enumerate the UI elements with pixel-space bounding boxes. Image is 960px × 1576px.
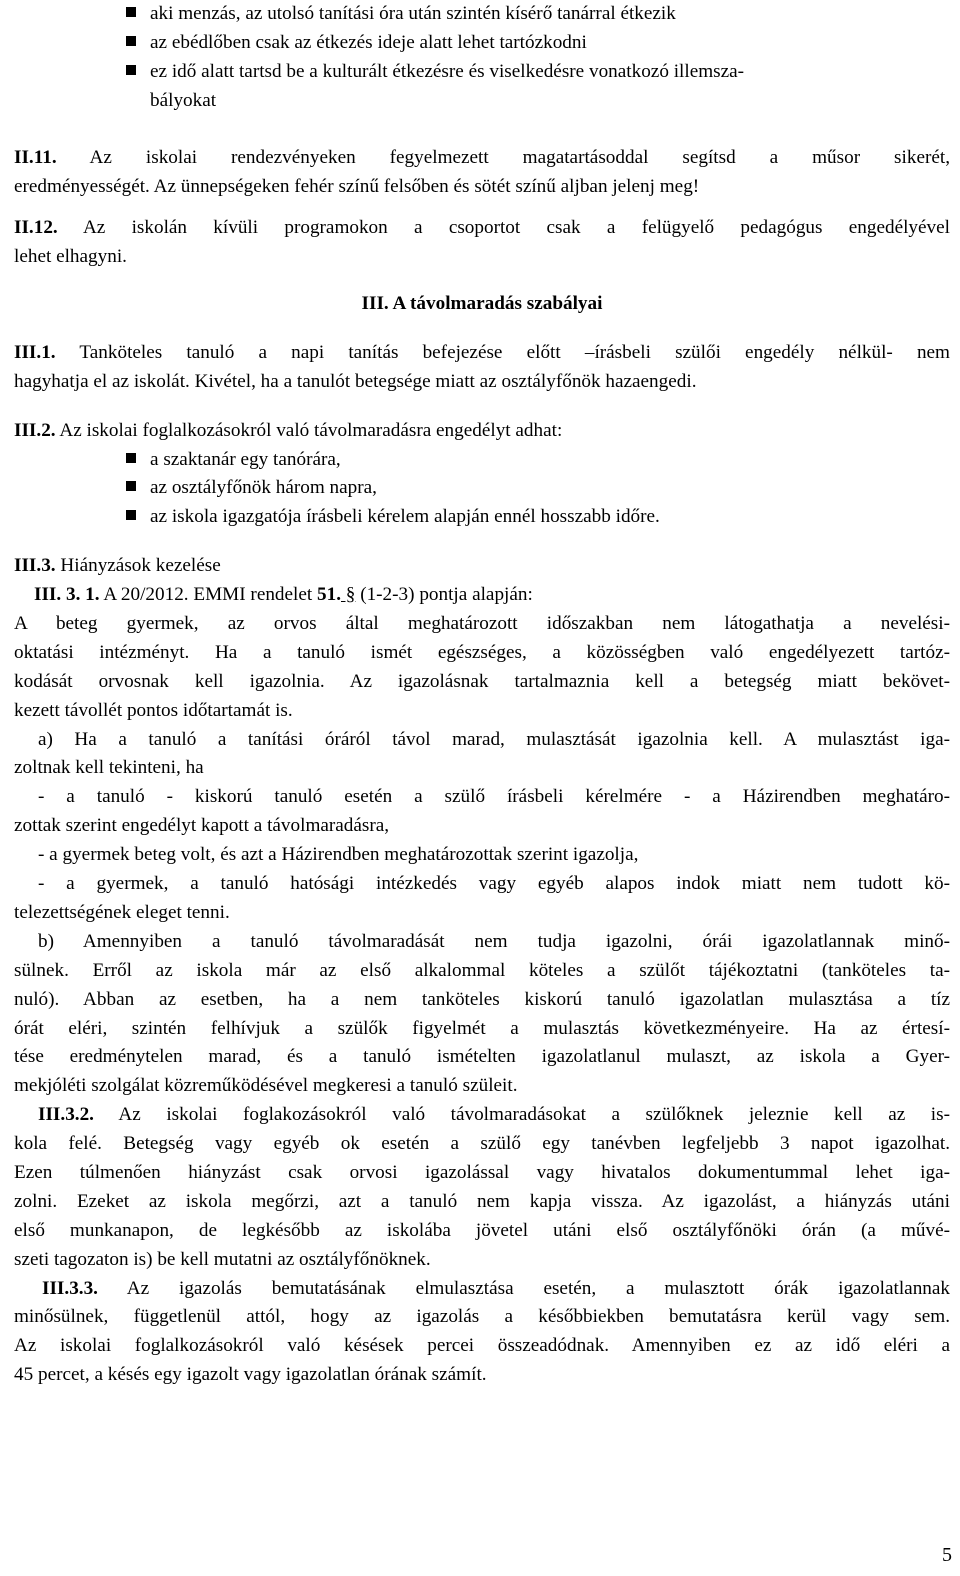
paragraph-line: kodását orvosnak kell igazolnia. Az igazolásnak tartalmaznia kell a betegség miatt bekövet-	[14, 670, 950, 692]
paragraph-line: szeti tagozaton is) be kell mutatni az osztályfőnöknek.	[14, 1248, 431, 1270]
list-item	[14, 58, 950, 87]
list-item-text: aki menzás, az utolsó tanítási óra után szintén kísérő tanárral étkezik	[150, 3, 676, 24]
section-iii-2	[14, 417, 950, 533]
list-item	[14, 29, 950, 58]
paragraph-line: zottak szerint engedélyt kapott a távolmaradásra,	[14, 815, 390, 837]
section-iii-3	[14, 552, 950, 1101]
square-bullet-icon	[126, 453, 136, 463]
list-item	[14, 0, 950, 29]
paragraph-line: Ezen túlmenően hiányzást csak orvosi igazolással vagy hivatalos dokumentummal lehet iga-	[14, 1161, 950, 1183]
section-iii-1	[14, 339, 950, 397]
legal-reference: III. 3. 1. A 20/2012. EMMI rendelet 51. § (1-2-3) pontja alapján:	[34, 584, 533, 606]
list-item-text: ez idő alatt tartsd be a kulturált étkezésre és viselkedésre vonatkozó illemsza-	[150, 60, 745, 82]
paragraph-line: b) Amennyiben a tanuló távolmaradását nem tudja igazolni, órái igazolatlannak minő-	[38, 930, 950, 952]
square-bullet-icon	[126, 7, 136, 17]
section-iii-3-3	[14, 1275, 950, 1391]
section-ii-12	[14, 214, 950, 272]
list-item	[14, 474, 950, 503]
section-number: II.12.	[14, 217, 58, 239]
paragraph-line: sülnek. Erről az iskola már az első alkalommal köteles a szülőt tájékoztatni (tanköteles ta-	[14, 959, 950, 981]
square-bullet-icon	[126, 481, 136, 491]
paragraph-line: kola felé. Betegség vagy egyéb ok esetén a szülő egy tanévben legfeljebb 3 napot igazolhat.	[14, 1133, 950, 1155]
paragraph-line	[14, 552, 950, 581]
paragraph-line: oktatási intézményt. Ha a tanuló ismét egészséges, a közösségben való engedélyezett tartóz-	[14, 641, 950, 663]
section-heading: III. A távolmaradás szabályai	[361, 293, 603, 315]
list-item-text: a szaktanár egy tanórára,	[150, 448, 341, 470]
paragraph-line: kezett távollét pontos időtartamát is.	[14, 699, 293, 721]
paragraph-line: II.12. Az iskolán kívüli programokon a csoportot csak a felügyelő pedagógus engedélyével	[14, 217, 950, 239]
page-number: 5	[942, 1544, 952, 1567]
paragraph-line: III.3.2. Az iskolai foglakozásokról való távolmaradásokat a szülőknek jeleznie kell az is-	[38, 1104, 950, 1126]
paragraph-line: minősülnek, függetlenül attól, hogy az igazolás a későbbiekben bemutatásra kerül vagy sem.	[14, 1306, 950, 1328]
paragraph-line: eredményességét. Az ünnepségeken fehér színű felsőben és sötét színű aljban jelenj meg!	[14, 176, 700, 198]
paragraph-line: zoltnak kell tekinteni, ha	[14, 757, 204, 779]
paragraph-line: tése eredménytelen marad, és a tanuló ismételten igazolatlanul mulaszt, az iskola a Gyer-	[14, 1046, 950, 1068]
paragraph-line: - a gyermek beteg volt, és azt a Házirendben meghatározottak szerint igazolja,	[38, 844, 639, 866]
paragraph-line: III.2. Az iskolai foglalkozásokról való távolmaradásra engedélyt adhat:	[14, 419, 563, 441]
paragraph-line: hagyhatja el az iskolát. Kivétel, ha a tanulót betegsége miatt az osztályfőnök hazaengedi.	[14, 370, 697, 392]
section-title: Hiányzások kezelése	[55, 555, 221, 577]
section-number: III.2.	[14, 419, 56, 441]
paragraph-line: - a tanuló - kiskorú tanuló esetén a szülő írásbeli kérelmére - a Házirendben meghatáro-	[38, 786, 950, 808]
section-ii-11	[14, 144, 950, 202]
paragraph-line: a) Ha a tanuló a tanítási óráról távol marad, mulasztását igazolnia kell. A mulasztást iga-	[38, 728, 950, 750]
section-number: III.3.	[14, 555, 56, 577]
list-item-text: az osztályfőnök három napra,	[150, 477, 377, 499]
paragraph-line: A beteg gyermek, az orvos által meghatározott időszakban nem látogathatja a nevelési-	[14, 613, 950, 635]
paragraph-line: III.3.3. Az igazolás bemutatásának elmulasztása esetén, a mulasztott órák igazolatlannak	[42, 1277, 950, 1299]
bullet-list-permissions	[14, 446, 950, 533]
paragraph-line: Az iskolai foglalkozásokról való késések percei összeadódnak. Amennyiben ez az idő eléri a	[14, 1335, 950, 1357]
list-item	[14, 446, 950, 475]
paragraph-line: II.11. Az iskolai rendezvényeken fegyelmezett magatartásoddal segítsd a műsor sikerét,	[14, 147, 950, 169]
paragraph-line: órát eléri, szintén felhívjuk a szülők figyelmét a mulasztás következményeire. Ha az értesí-	[14, 1017, 950, 1039]
paragraph-line: telezettségének eleget tenni.	[14, 901, 230, 923]
square-bullet-icon	[126, 65, 136, 75]
section-iii-3-2	[14, 1101, 950, 1274]
paragraph-line: nuló). Abban az esetben, ha a nem tanköteles kiskorú tanuló igazolatlan mulasztása a tíz	[14, 988, 950, 1010]
list-item-continuation: bályokat	[150, 89, 217, 111]
bullet-list-top	[14, 0, 950, 87]
paragraph-line: mekjóléti szolgálat közreműködésével megkeresi a tanuló szüleit.	[14, 1075, 518, 1097]
paragraph-line: III.1. Tanköteles tanuló a napi tanítás befejezése előtt –írásbeli szülői engedély nélkül- nem	[14, 341, 950, 363]
list-item-text: az ebédlőben csak az étkezés ideje alatt lehet tartózkodni	[150, 31, 587, 53]
document-page	[14, 0, 950, 1390]
section-number: III.3.2.	[38, 1104, 94, 1126]
paragraph-line: 45 percet, a késés egy igazolt vagy igazolatlan órának számít.	[14, 1364, 487, 1386]
section-number: III.1.	[14, 341, 56, 363]
section-number: III.3.3.	[42, 1277, 98, 1299]
square-bullet-icon	[126, 36, 136, 46]
list-item	[14, 503, 950, 532]
list-item-text: az iskola igazgatója írásbeli kérelem alapján ennél hosszabb időre.	[150, 506, 660, 528]
paragraph-line: zolni. Ezeket az iskola megőrzi, azt a tanuló nem kapja vissza. Az igazolást, a hiányzás utáni	[14, 1190, 950, 1212]
square-bullet-icon	[126, 510, 136, 520]
paragraph-line: lehet elhagyni.	[14, 246, 127, 268]
paragraph-line: első munkanapon, de legkésőbb az iskolába jövetel utáni első osztályfőnöki órán (a művé-	[14, 1219, 950, 1241]
paragraph-line: - a gyermek, a tanuló hatósági intézkedés vagy egyéb alapos indok miatt nem tudott kö-	[38, 873, 950, 895]
section-number: II.11.	[14, 147, 57, 169]
